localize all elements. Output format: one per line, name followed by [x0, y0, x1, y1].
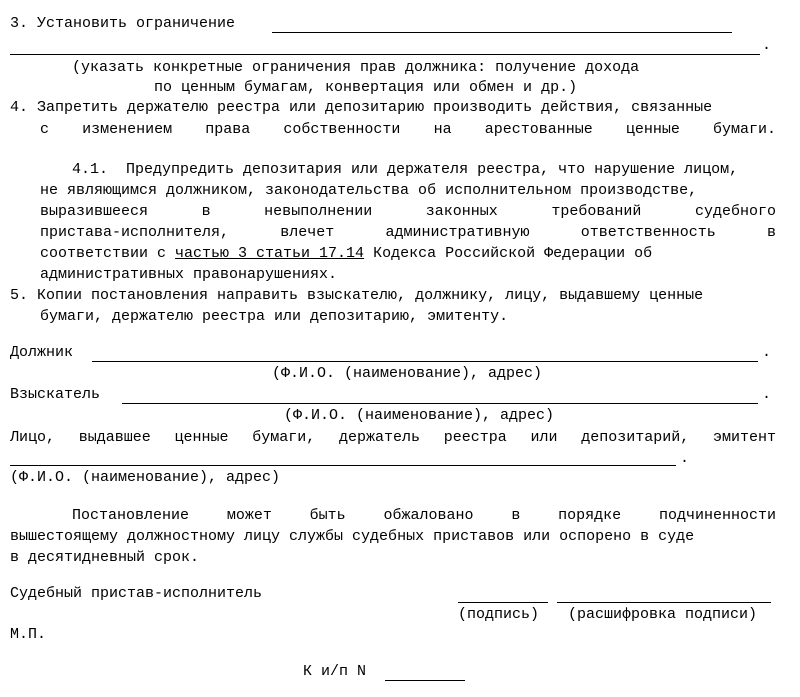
issuer-end-dot: .	[680, 450, 690, 467]
case-number-field[interactable]	[385, 680, 465, 681]
item41-line6: административных правонарушениях.	[40, 266, 338, 283]
debtor-label: Должник	[10, 344, 74, 361]
seal-label: М.П.	[10, 626, 47, 643]
debtor-field[interactable]	[92, 361, 758, 362]
item41-line1: 4.1. Предупредить депозитария или держателя реестра, что нарушение лицом,	[72, 161, 739, 178]
signature-decode-field[interactable]	[557, 602, 771, 603]
signature-decode-hint: (расшифровка подписи)	[568, 606, 758, 623]
case-number-label: К и/п N	[303, 663, 367, 680]
item41-line5-pre: соответствии с	[40, 245, 176, 262]
item3-hint-line1: (указать конкретные ограничения прав должника: получение дохода	[72, 59, 640, 76]
item4-line1: 4. Запретить держателю реестра или депозитарию производить действия, связанные	[10, 99, 713, 116]
issuer-hint: (Ф.И.О. (наименование), адрес)	[10, 469, 281, 486]
appeal-line2: вышестоящему должностному лицу службы судебных приставов или оспорено в суде	[10, 528, 695, 545]
item3-restriction-field-continued[interactable]	[10, 54, 760, 55]
creditor-field[interactable]	[122, 403, 758, 404]
item41-line2: не являющимся должником, законодательства об исполнительном производстве,	[40, 182, 698, 199]
debtor-end-dot: .	[762, 344, 772, 361]
item4-line2: с изменением права собственности на арестованные ценные бумаги.	[40, 121, 776, 138]
officer-label: Судебный пристав-исполнитель	[10, 585, 263, 602]
debtor-hint: (Ф.И.О. (наименование), адрес)	[272, 365, 543, 382]
item3-restriction-field[interactable]	[272, 32, 732, 33]
item41-line3: выразившееся в невыполнении законных требований судебного	[40, 203, 776, 220]
signature-hint: (подпись)	[458, 606, 540, 623]
statute-link[interactable]: частью 3 статьи 17.14	[175, 245, 365, 262]
item5-line1: 5. Копии постановления направить взыскателю, должнику, лицу, выдавшему ценные	[10, 287, 704, 304]
item3-hint-line2: по ценным бумагам, конвертация или обмен и др.)	[154, 79, 578, 96]
signature-field[interactable]	[458, 602, 548, 603]
creditor-end-dot: .	[762, 386, 772, 403]
issuer-field[interactable]	[10, 465, 676, 466]
creditor-label: Взыскатель	[10, 386, 101, 403]
issuer-line: Лицо, выдавшее ценные бумаги, держатель реестра или депозитарий, эмитент	[10, 429, 776, 446]
item41-line5-post: Кодекса Российской Федерации об	[364, 245, 653, 262]
item5-line2: бумаги, держателю реестра или депозитарию, эмитенту.	[40, 308, 509, 325]
item3-label: 3. Установить ограничение	[10, 15, 236, 32]
item41-line5	[40, 243, 652, 265]
item3-end-dot: .	[762, 37, 772, 54]
appeal-line3: в десятидневный срок.	[10, 549, 200, 566]
appeal-line1: Постановление может быть обжаловано в порядке подчиненности	[72, 507, 776, 524]
creditor-hint: (Ф.И.О. (наименование), адрес)	[284, 407, 555, 424]
item41-line4: пристава-исполнителя, влечет административную ответственность в	[40, 224, 776, 241]
